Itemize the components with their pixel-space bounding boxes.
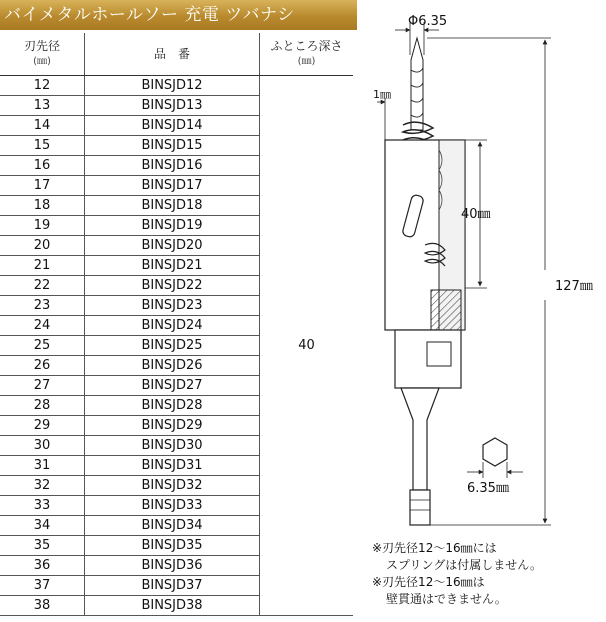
total-length-label: 127㎜	[555, 279, 593, 294]
note-wall-line2: 壁貫通はできません。	[386, 592, 507, 606]
cell-diameter: 12	[0, 76, 85, 96]
cell-part-no: BINSJD25	[85, 336, 260, 356]
cell-diameter: 33	[0, 496, 85, 516]
cell-part-no: BINSJD15	[85, 136, 260, 156]
cell-diameter: 17	[0, 176, 85, 196]
cell-diameter: 37	[0, 576, 85, 596]
cell-diameter: 15	[0, 136, 85, 156]
hex-label: 6.35㎜	[467, 481, 509, 496]
cell-diameter: 16	[0, 156, 85, 176]
cell-diameter: 14	[0, 116, 85, 136]
cell-diameter: 35	[0, 536, 85, 556]
cell-part-no: BINSJD22	[85, 276, 260, 296]
note-spring	[372, 540, 606, 574]
cell-part-no: BINSJD33	[85, 496, 260, 516]
wall-label: 1㎜	[373, 88, 391, 101]
header-diameter	[0, 33, 85, 76]
header-diameter-unit: (㎜)	[33, 56, 51, 67]
cell-part-no: BINSJD18	[85, 196, 260, 216]
cell-diameter: 19	[0, 216, 85, 236]
cell-diameter: 36	[0, 556, 85, 576]
header-depth	[260, 33, 354, 76]
cell-diameter: 18	[0, 196, 85, 216]
cell-diameter: 31	[0, 456, 85, 476]
cell-diameter: 34	[0, 516, 85, 536]
header-part-no-label: 品 番	[153, 47, 190, 61]
cell-diameter: 25	[0, 336, 85, 356]
spec-table	[0, 33, 353, 616]
cell-part-no: BINSJD16	[85, 156, 260, 176]
header-diameter-label: 刃先径	[23, 39, 60, 53]
cell-diameter: 27	[0, 376, 85, 396]
table-header-row	[0, 33, 353, 76]
cell-diameter: 28	[0, 396, 85, 416]
cell-diameter: 22	[0, 276, 85, 296]
cell-part-no: BINSJD13	[85, 96, 260, 116]
note-wall	[372, 574, 606, 608]
table-row	[0, 76, 353, 96]
cell-diameter: 29	[0, 416, 85, 436]
cell-diameter: 38	[0, 596, 85, 616]
note-spring-line1: ※刃先径12～16㎜には	[372, 541, 497, 555]
cell-part-no: BINSJD28	[85, 396, 260, 416]
cell-part-no: BINSJD34	[85, 516, 260, 536]
note-wall-line1: ※刃先径12～16㎜は	[372, 575, 485, 589]
cell-diameter: 13	[0, 96, 85, 116]
cell-part-no: BINSJD19	[85, 216, 260, 236]
cell-part-no: BINSJD24	[85, 316, 260, 336]
header-depth-label: ふところ深さ	[270, 39, 343, 53]
note-spring-line2: スプリングは付属しません。	[386, 558, 543, 572]
cell-part-no: BINSJD17	[85, 176, 260, 196]
depth-label: 40㎜	[461, 207, 491, 222]
cell-part-no: BINSJD20	[85, 236, 260, 256]
notes	[372, 540, 606, 608]
cell-part-no: BINSJD32	[85, 476, 260, 496]
cell-diameter: 30	[0, 436, 85, 456]
cell-part-no: BINSJD26	[85, 356, 260, 376]
header-depth-unit: (㎜)	[297, 56, 316, 67]
cell-part-no: BINSJD36	[85, 556, 260, 576]
cell-diameter: 21	[0, 256, 85, 276]
cell-diameter: 32	[0, 476, 85, 496]
cell-part-no: BINSJD12	[85, 76, 260, 96]
cell-part-no: BINSJD35	[85, 536, 260, 556]
cell-diameter: 26	[0, 356, 85, 376]
cell-diameter: 23	[0, 296, 85, 316]
drill-bit	[411, 38, 423, 130]
cell-part-no: BINSJD21	[85, 256, 260, 276]
cell-part-no: BINSJD38	[85, 596, 260, 616]
cell-part-no: BINSJD23	[85, 296, 260, 316]
cell-part-no: BINSJD30	[85, 436, 260, 456]
cell-depth: 40	[260, 76, 354, 616]
product-title: バイメタルホールソー 充電 ツバナシ	[0, 0, 357, 30]
shank-diameter-label: Φ6.35	[408, 14, 448, 29]
cell-diameter: 20	[0, 236, 85, 256]
cell-part-no: BINSJD37	[85, 576, 260, 596]
cell-part-no: BINSJD27	[85, 376, 260, 396]
cell-part-no: BINSJD14	[85, 116, 260, 136]
header-part-no	[85, 33, 260, 76]
cell-part-no: BINSJD31	[85, 456, 260, 476]
cell-part-no: BINSJD29	[85, 416, 260, 436]
hex-shape	[483, 438, 507, 466]
cell-diameter: 24	[0, 316, 85, 336]
holesaw-diagram	[355, 0, 606, 545]
